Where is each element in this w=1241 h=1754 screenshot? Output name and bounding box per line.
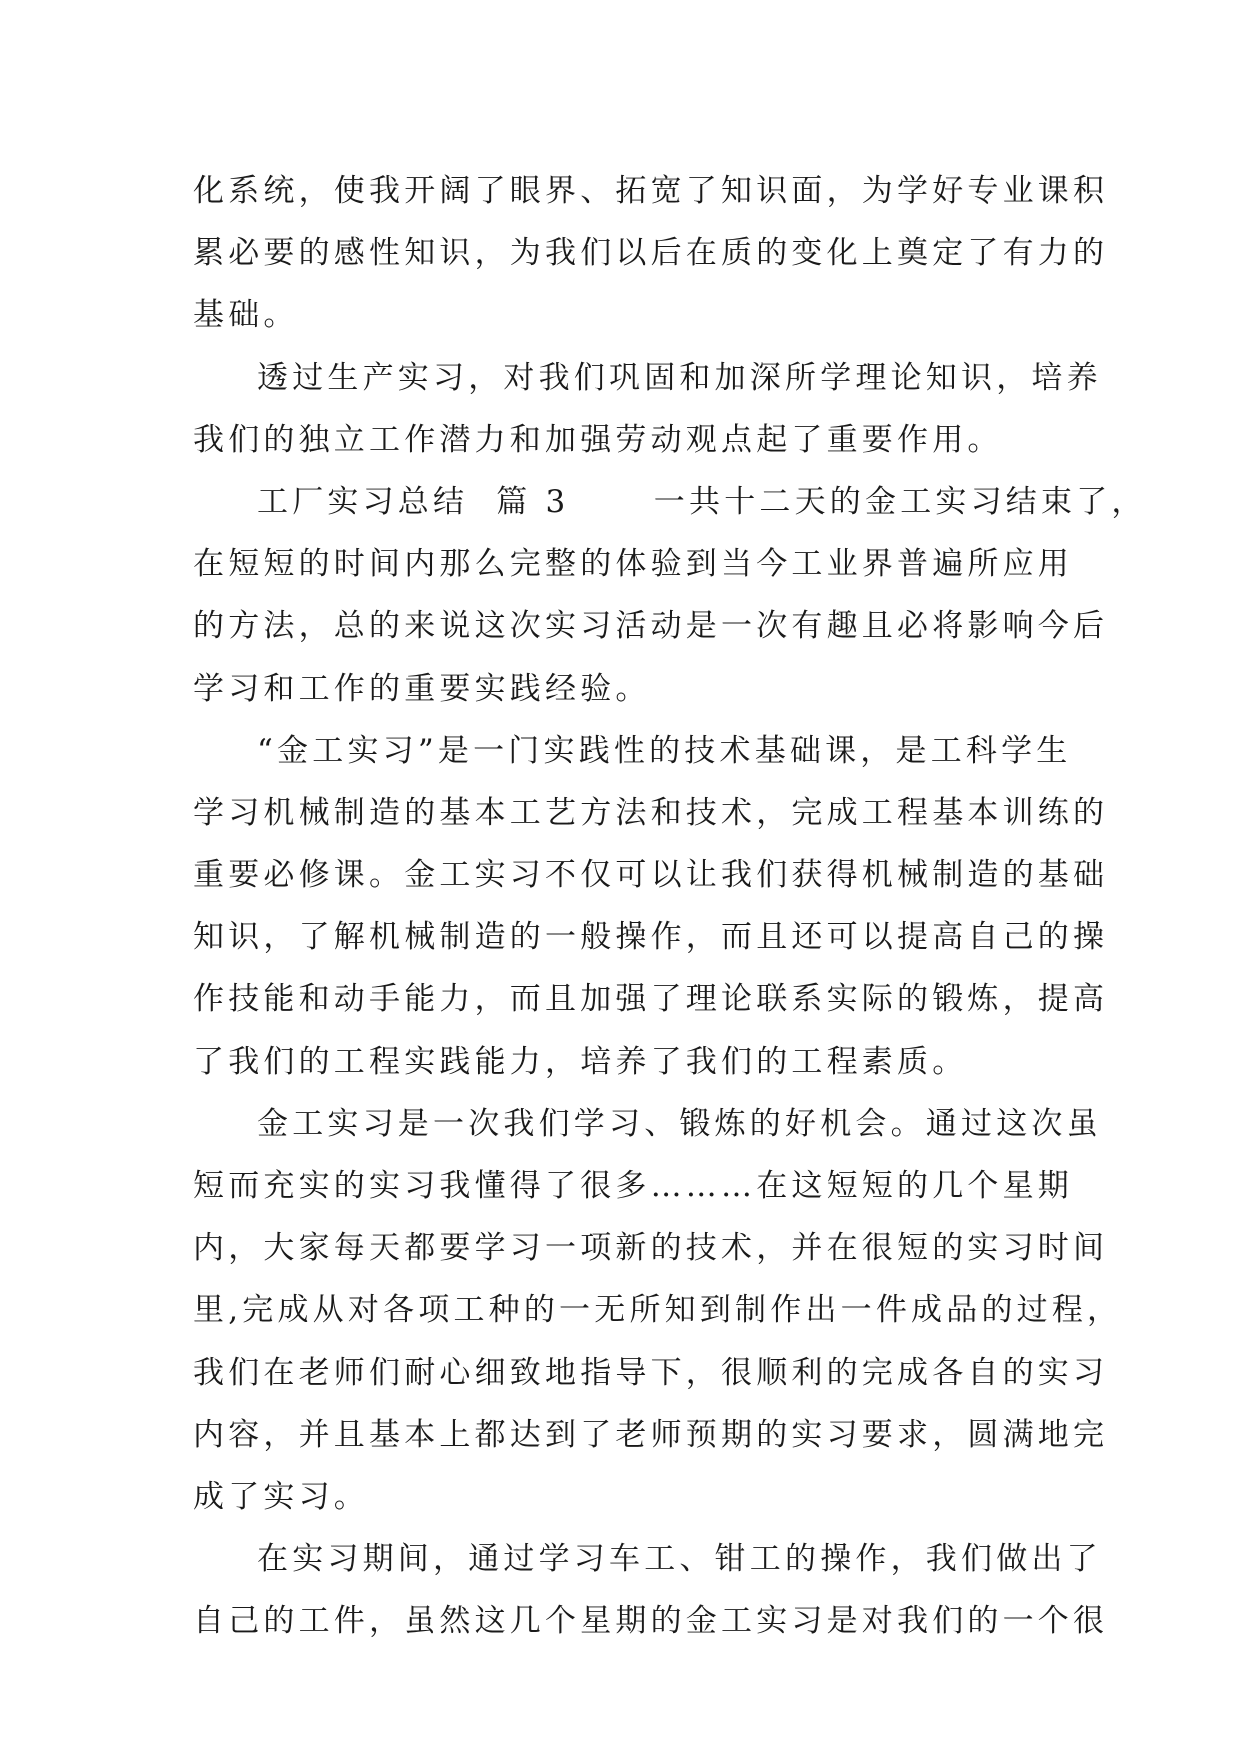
text-line: 成了实习。 [193,1478,369,1515]
text-line: 我们的独立工作潜力和加强劳动观点起了重要作用。 [193,421,1003,458]
text-line: 在短短的时间内那么完整的体验到当今工业界普遍所应用 [193,546,1073,583]
text-line: 内容，并且基本上都达到了老师预期的实习要求，圆满地完 [193,1416,1109,1453]
paragraph-start-line: 金工实习是一次我们学习、锻炼的好机会。通过这次虽 [257,1105,1102,1142]
text-line: 我们在老师们耐心细致地指导下，很顺利的完成各自的实习 [193,1354,1109,1391]
text-line: 累必要的感性知识，为我们以后在质的变化上奠定了有力的 [193,235,1109,272]
document-body [193,160,1147,1653]
paragraph-start-line: “金工实习”是一门实践性的技术基础课，是工科学生 [257,732,1072,769]
text-line: 作技能和动手能力，而且加强了理论联系实际的锻炼，提高 [193,981,1109,1018]
text-line: 基础。 [193,297,299,334]
paragraph-start-line: 透过生产实习，对我们巩固和加深所学理论知识，培养 [257,359,1102,396]
text-line: 短而充实的实习我懂得了很多………在这短短的几个星期 [193,1168,1073,1204]
text-line: 里,完成从对各项工种的一无所知到制作出一件成品的过程， [193,1292,1123,1329]
section-heading-line: 工厂实习总结 篇 3 一共十二天的金工实习结束了， [257,483,1147,520]
paragraph-start-line: 在实习期间，通过学习车工、钳工的操作，我们做出了 [257,1541,1102,1578]
text-line: 自己的工件，虽然这几个星期的金工实习是对我们的一个很 [193,1603,1109,1640]
text-line: 学习机械制造的基本工艺方法和技术，完成工程基本训练的 [193,794,1109,831]
text-line: 了我们的工程实践能力，培养了我们的工程素质。 [193,1043,968,1080]
text-line: 重要必修课。金工实习不仅可以让我们获得机械制造的基础 [193,857,1109,894]
text-line: 化系统，使我开阔了眼界、拓宽了知识面，为学好专业课积 [193,173,1109,209]
text-line: 知识，了解机械制造的一般操作，而且还可以提高自己的操 [193,919,1109,956]
text-line: 内，大家每天都要学习一项新的技术，并在很短的实习时间 [193,1230,1109,1267]
text-line: 学习和工作的重要实践经验。 [193,670,651,707]
text-line: 的方法，总的来说这次实习活动是一次有趣且必将影响今后 [193,608,1109,645]
